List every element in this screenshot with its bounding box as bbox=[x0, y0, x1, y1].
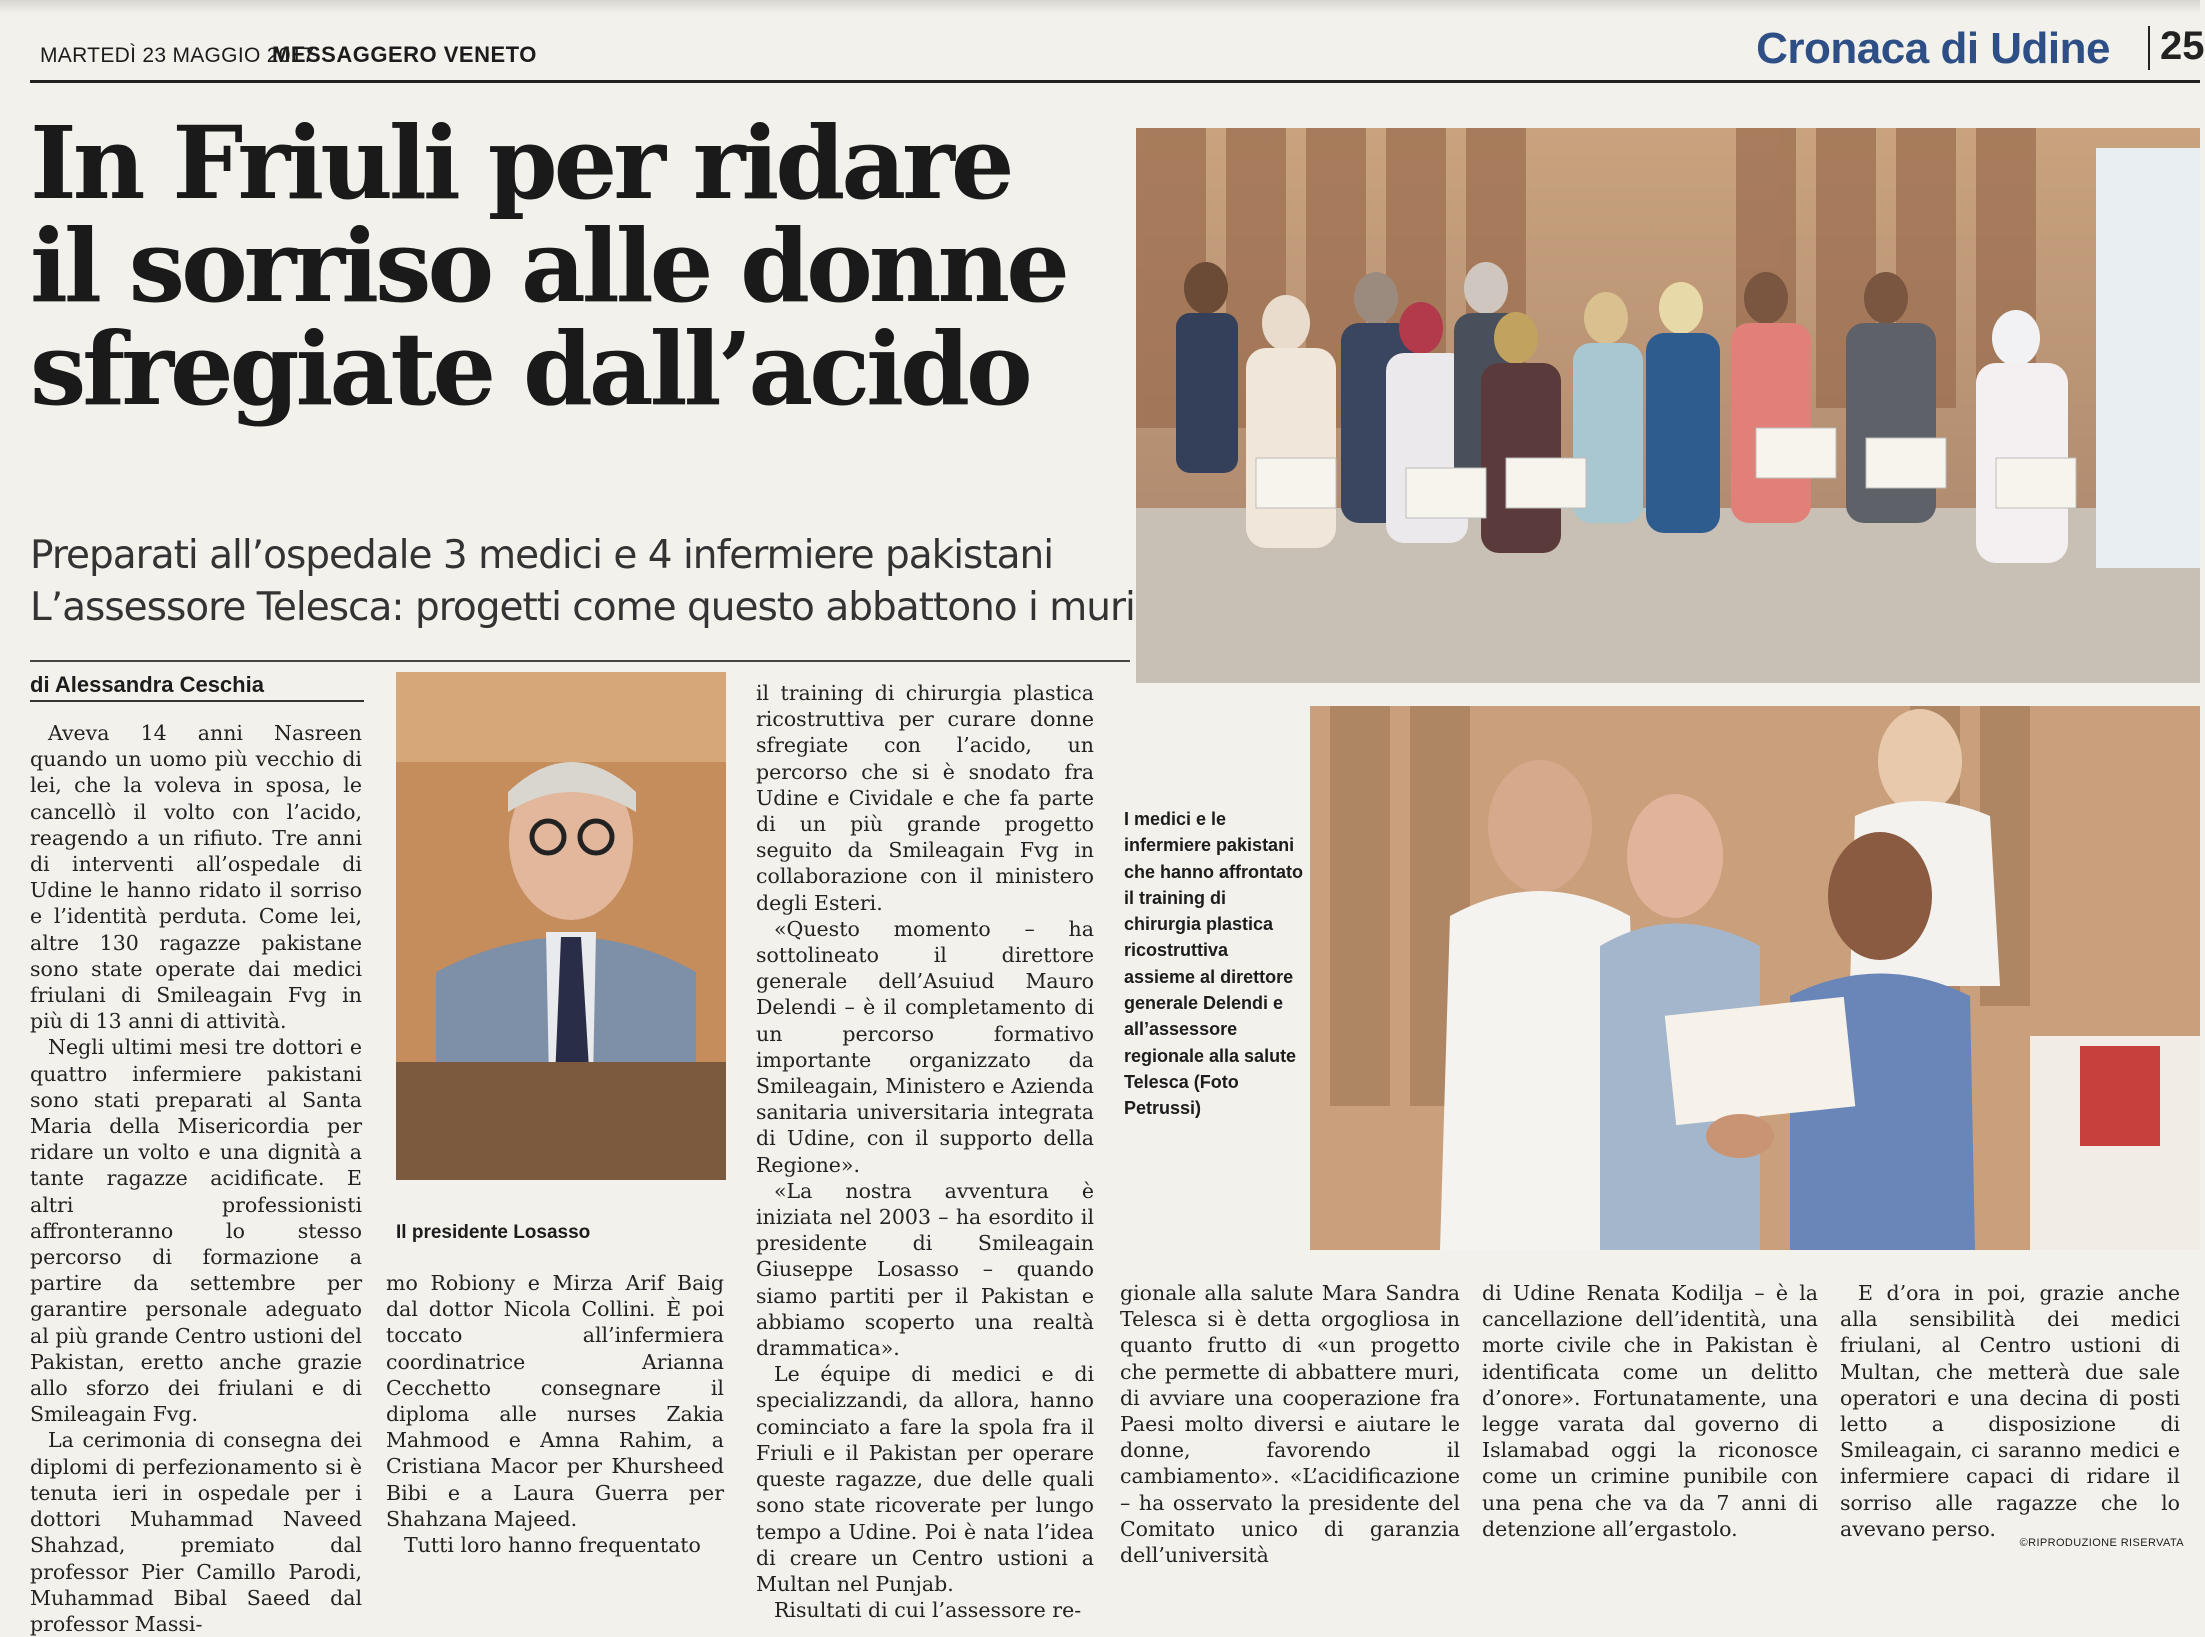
page-number: 25 bbox=[2160, 24, 2205, 68]
paragraph: Aveva 14 anni Nasreen quando un uomo più vecchio di lei, che la voleva in sposa, le cancellò il volto con l’acido, reagendo a un rifiuto. Tre anni di interventi all’ospedale di Udine le hanno ridato il sorriso e l’identità perduta. Come lei, altre 130 ragazze pakistane sono state operate dai medici friulani di Smileagain Fvg in più di 13 anni di attività. bbox=[30, 721, 362, 1034]
photo-caption-losasso: Il presidente Losasso bbox=[396, 1222, 591, 1243]
headline bbox=[30, 104, 1110, 428]
paragraph: mo Robiony e Mirza Arif Baig dal dottor Nicola Collini. È poi toccato all’infermiera coordinatrice Arianna Cecchetto consegnare il diploma alle nurses Zakia Mahmood e Amna Rahim, a Cristiana Macor per Khursheed Bibi e a Laura Guerra per Shahzana Majeed. bbox=[386, 1271, 724, 1531]
article-column-3 bbox=[756, 680, 1094, 1623]
subhead-line: Preparati all’ospedale 3 medici e 4 infermiere pakistani bbox=[30, 533, 1054, 578]
header-separator bbox=[2148, 26, 2150, 70]
paragraph: Le équipe di medici e di specializzandi, da allora, hanno cominciato a fare la spola fra il Friuli e il Pakistan per operare queste ragazze, due delle quali sono state ricoverate per lungo tempo a Udine. Poi è nata l’idea di creare un Centro ustioni a Multan nel Punjab. bbox=[756, 1362, 1094, 1596]
headline-line: sfregiate dall’acido bbox=[30, 310, 1029, 428]
group-photo-icon bbox=[1136, 128, 2200, 683]
header-rule bbox=[30, 80, 2200, 83]
speaker-photo bbox=[396, 672, 726, 1180]
byline: di Alessandra Ceschia bbox=[30, 672, 264, 697]
newspaper-name: MESSAGGERO VENETO bbox=[272, 42, 537, 67]
paragraph: «Questo momento – ha sottolineato il direttore generale dell’Asuiud Mauro Delendi – è il completamento di un percorso formativo importante organizzato da Smileagain, Ministero e Azienda sanitaria universitaria integrata di Udine, con il supporto della Regione». bbox=[756, 916, 1094, 1177]
headline-line: il sorriso alle donne bbox=[30, 207, 1066, 325]
paragraph: Tutti loro hanno frequentato bbox=[404, 1533, 701, 1558]
article-column-6 bbox=[1840, 1280, 2180, 1542]
issue-date: MARTEDÌ 23 MAGGIO 2017 bbox=[40, 44, 315, 67]
article-column-4 bbox=[1120, 1280, 1460, 1568]
copyright-notice: ©RIPRODUZIONE RISERVATA bbox=[2019, 1537, 2184, 1549]
speaker-photo-icon bbox=[396, 672, 726, 1180]
handshake-photo-icon bbox=[1310, 706, 2200, 1250]
headline-line: In Friuli per ridare bbox=[30, 104, 1011, 222]
article-column-5 bbox=[1482, 1280, 1818, 1542]
paragraph: E d’ora in poi, grazie anche alla sensibilità dei medici friulani, al Centro ustioni di Multan, che metterà due sale operatori e una decina di posti letto a disposizione di Smileagain, ci saranno medici e infermiere capaci di ridare il sorriso alle ragazze che lo avevano perso. bbox=[1840, 1281, 2180, 1541]
paragraph: il training di chirurgia plastica ricostruttiva per curare donne sfregiate con l’acido, un percorso che si è snodato fra Udine e Cividale e che fa parte di un più grande progetto seguito da Smileagain Fvg in collaborazione con il ministero degli Esteri. bbox=[756, 681, 1094, 915]
page-edge bbox=[0, 0, 2200, 14]
group-photo bbox=[1136, 128, 2200, 683]
subhead-rule bbox=[30, 660, 1130, 662]
paragraph: «La nostra avventura è iniziata nel 2003 – ha esordito il presidente di Smileagain Giuseppe Losasso – quando siamo partiti per il Pakistan e abbiamo scoperto una realtà drammatica». bbox=[756, 1178, 1094, 1361]
subheadline bbox=[30, 530, 1140, 634]
byline-rule bbox=[30, 700, 364, 702]
paragraph: La cerimonia di consegna dei diplomi di perfezionamento si è tenuta ieri in ospedale per i dottori Muhammad Naveed Shahzad, premiato dal professor Pier Camillo Parodi, Muhammad Bibal Saeed dal professor Massi- bbox=[30, 1428, 362, 1636]
paragraph: gionale alla salute Mara Sandra Telesca si è detta orgogliosa in quanto frutto di «un progetto che permette di abbattere muri, di avviare una cooperazione fra Paesi molto diversi e aiutare le donne, favorendo il cambiamento». «L’acidificazione – ha osservato la presidente del Comitato unico di garanzia dell’università bbox=[1120, 1281, 1460, 1568]
paragraph: Negli ultimi mesi tre dottori e quattro infermiere pakistani sono stati preparati al Santa Maria della Misericordia per ridare un volto e una dignità a tante ragazze acidificate. E altri professionisti affronteranno lo stesso percorso di formazione a partire da settembre per garantire personale adeguato al più grande Centro ustioni del Pakistan, eretto anche grazie allo sforzo dei friulani e di Smileagain Fvg. bbox=[30, 1035, 362, 1427]
handshake-photo bbox=[1310, 706, 2200, 1250]
paragraph: Risultati di cui l’assessore re- bbox=[774, 1598, 1082, 1623]
article-column-1 bbox=[30, 720, 362, 1637]
section-title: Cronaca di Udine bbox=[1756, 24, 2110, 73]
photo-caption-handshake: I medici e le infermiere pakistani che hanno affrontato il training di chirurgia plastica ricostruttiva assieme al direttore generale Delendi e all’assessore regionale alla salute Telesca (Foto Petrussi) bbox=[1124, 809, 1303, 1119]
article-column-2 bbox=[386, 1270, 724, 1558]
paragraph: di Udine Renata Kodilja – è la cancellazione dell’identità, una morte civile che in Pakistan è identificata come un delitto d’onore». Fortunatamente, una legge varata dal governo di Islamabad oggi la riconosce come un crimine punibile con una pena che va da 7 anni di detenzione all’ergastolo. bbox=[1482, 1281, 1818, 1541]
subhead-line: L’assessore Telesca: progetti come questo abbattono i muri bbox=[30, 585, 1135, 630]
